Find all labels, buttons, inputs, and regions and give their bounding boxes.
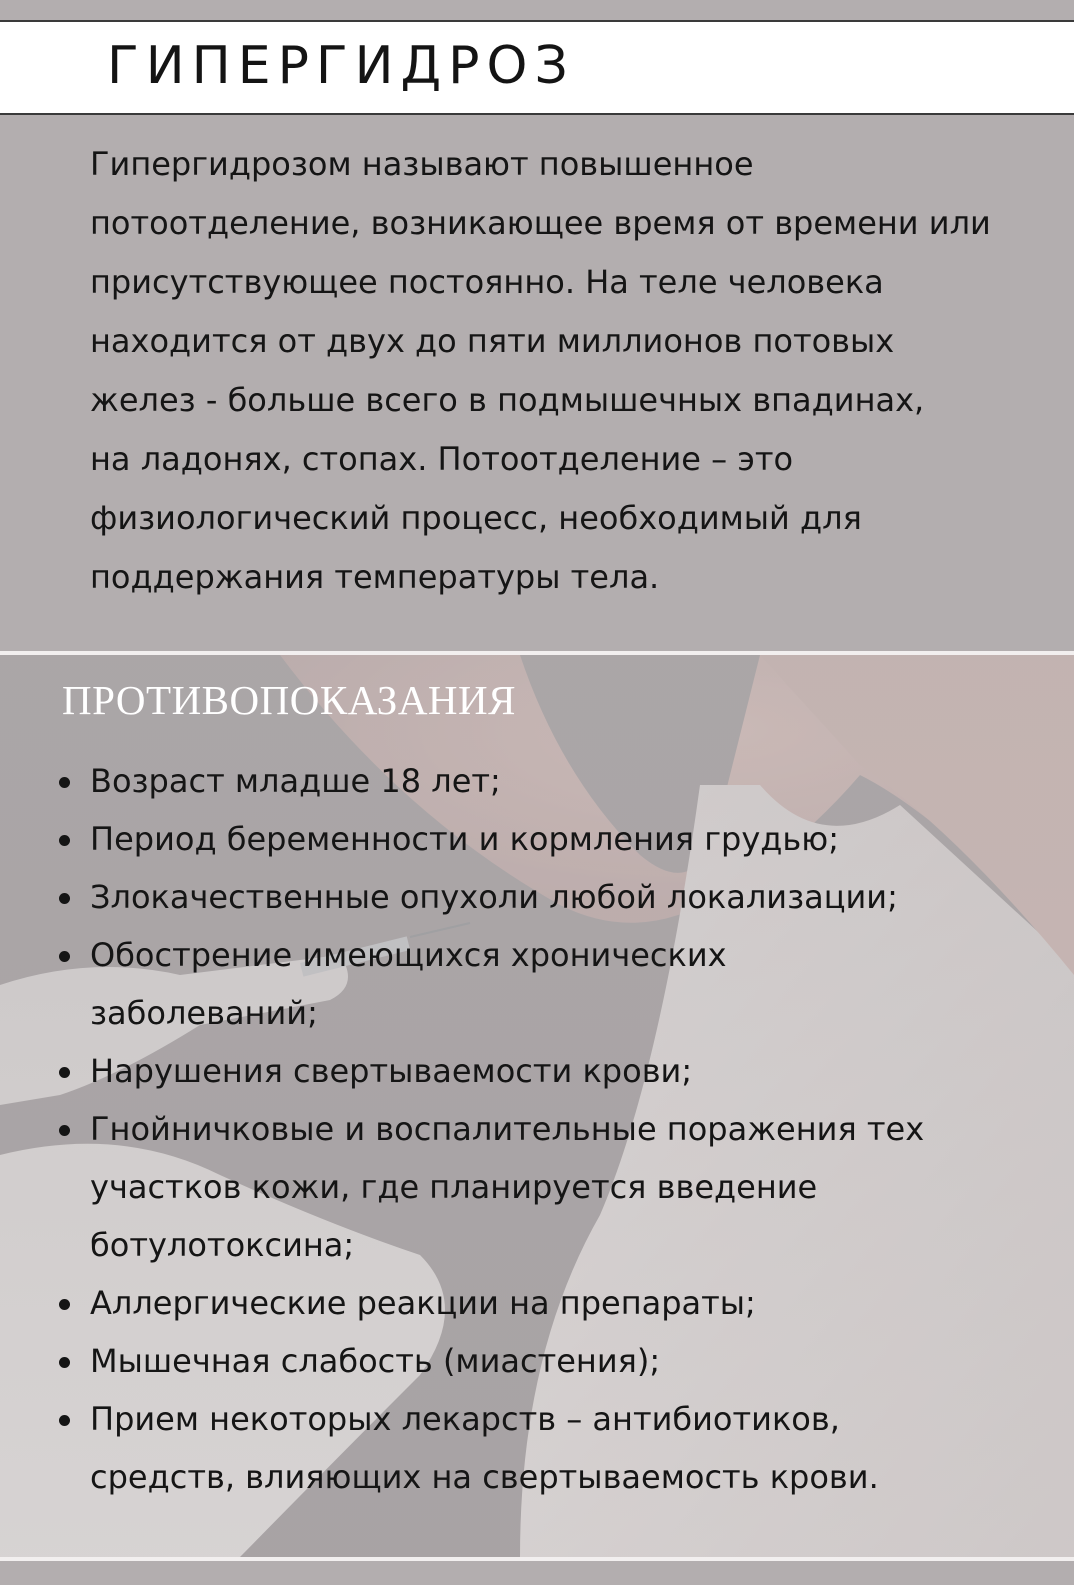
contraindications-heading: ПРОТИВОПОКАЗАНИЯ: [62, 677, 516, 723]
list-item-line: Период беременности и кормления грудью;: [90, 820, 839, 858]
title-band: [0, 20, 1074, 115]
list-item: [0, 868, 990, 926]
intro-line: на ладонях, стопах. Потоотделение – это: [90, 440, 794, 478]
intro-line: потоотделение, возникающее время от времени или: [90, 204, 991, 242]
intro-line: находится от двух до пяти миллионов потовых: [90, 322, 895, 360]
list-item: [0, 926, 990, 1042]
page-title: ГИПЕРГИДРОЗ: [107, 36, 575, 96]
list-item-line: Аллергические реакции на препараты;: [90, 1284, 756, 1322]
intro-line: поддержания температуры тела.: [90, 558, 660, 596]
list-item: [0, 810, 990, 868]
list-item-line: средств, влияющих на свертываемость крови.: [90, 1458, 879, 1496]
contraindications-list: [0, 752, 1074, 1506]
intro-line: Гипергидрозом называют повышенное: [90, 145, 754, 183]
list-item-line: Мышечная слабость (миастения);: [90, 1342, 661, 1380]
list-item-line: ботулотоксина;: [90, 1226, 355, 1264]
list-item: [0, 1274, 990, 1332]
list-item-line: Гнойничковые и воспалительные поражения тех: [90, 1110, 925, 1148]
list-item-line: Нарушения свертываемости крови;: [90, 1052, 693, 1090]
intro-line: желез - больше всего в подмышечных впадинах,: [90, 381, 925, 419]
list-item-line: заболеваний;: [90, 994, 318, 1032]
list-item-line: Злокачественные опухоли любой локализации;: [90, 878, 898, 916]
intro-paragraph: [90, 135, 1070, 607]
intro-line: физиологический процесс, необходимый для: [90, 499, 862, 537]
list-item: [0, 752, 990, 810]
list-item: [0, 1390, 990, 1506]
list-item: [0, 1332, 990, 1390]
intro-line: присутствующее постоянно. На теле человека: [90, 263, 884, 301]
list-item: [0, 1100, 990, 1274]
list-item-line: участков кожи, где планируется введение: [90, 1168, 818, 1206]
list-item: [0, 1042, 990, 1100]
list-item-line: Возраст младше 18 лет;: [90, 762, 501, 800]
list-item-line: Прием некоторых лекарств – антибиотиков,: [90, 1400, 840, 1438]
list-item-line: Обострение имеющихся хронических: [90, 936, 727, 974]
bottom-divider: [0, 1557, 1074, 1561]
